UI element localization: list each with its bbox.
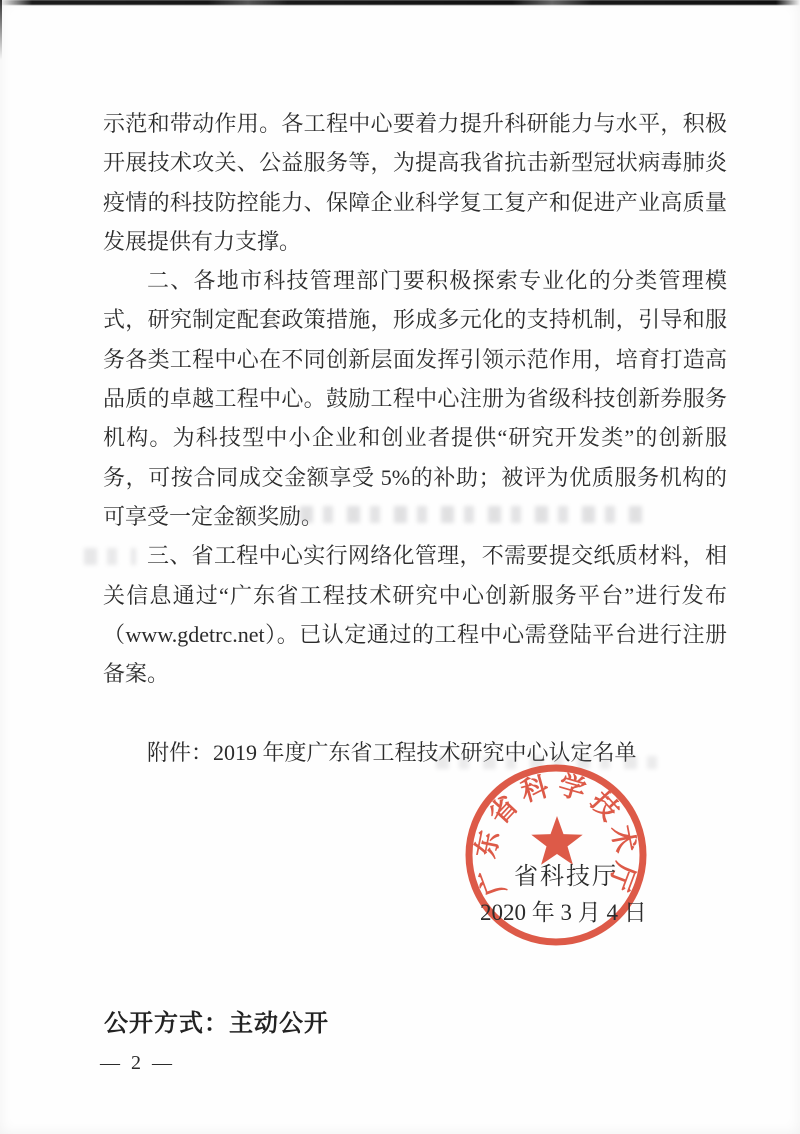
signature-agency: 省科技厅 <box>514 864 618 890</box>
page-number: — 2 — <box>100 1052 175 1074</box>
ink-bleed-artifact <box>300 506 644 523</box>
paragraph: 二、各地市科技管理部门要积极探索专业化的分类管理模式，研究制定配套政策措施，形成多元化的支持机制，引导和服务各类工程中心在不同创新层面发挥引领示范作用，培育打造高品质的卓越工程中心。鼓励工程中心注册为省级科技创新券服务机构。为科技型中小企业和创业者提供“研究开发类”的创新服务，可按合同成交金额享受 5%的补助；被评为优质服务机构的可享受一定金额奖励。 <box>103 268 727 529</box>
scan-edge-artifact <box>0 0 2 60</box>
paragraph: 示范和带动作用。各工程中心要着力提升科研能力与水平，积极开展技术攻关、公益服务等，为提高我省抗击新型冠状病毒肺炎疫情的科技防控能力、保障企业科学复工复产和促进产业高质量发展提供有力支撑。 <box>103 111 727 254</box>
attachment-line: 附件：2019 年度广东省工程技术研究中心认定名单 <box>147 739 637 765</box>
disclosure-line: 公开方式：主动公开 <box>104 1010 329 1037</box>
signature-date: 2020 年 3 月 4 日 <box>480 900 647 925</box>
ink-bleed-artifact <box>84 548 136 565</box>
seal-arc-text: 广东省科学技术厅 <box>470 769 642 901</box>
body-text <box>103 104 727 772</box>
scan-edge-artifact <box>0 0 800 5</box>
paragraph: 三、省工程中心实行网络化管理，不需要提交纸质材料，相关信息通过“广东省工程技术研究中心创新服务平台”进行发布（www.gdetrc.net）。已认定通过的工程中心需登陆平台进行注册备案。 <box>103 543 727 687</box>
